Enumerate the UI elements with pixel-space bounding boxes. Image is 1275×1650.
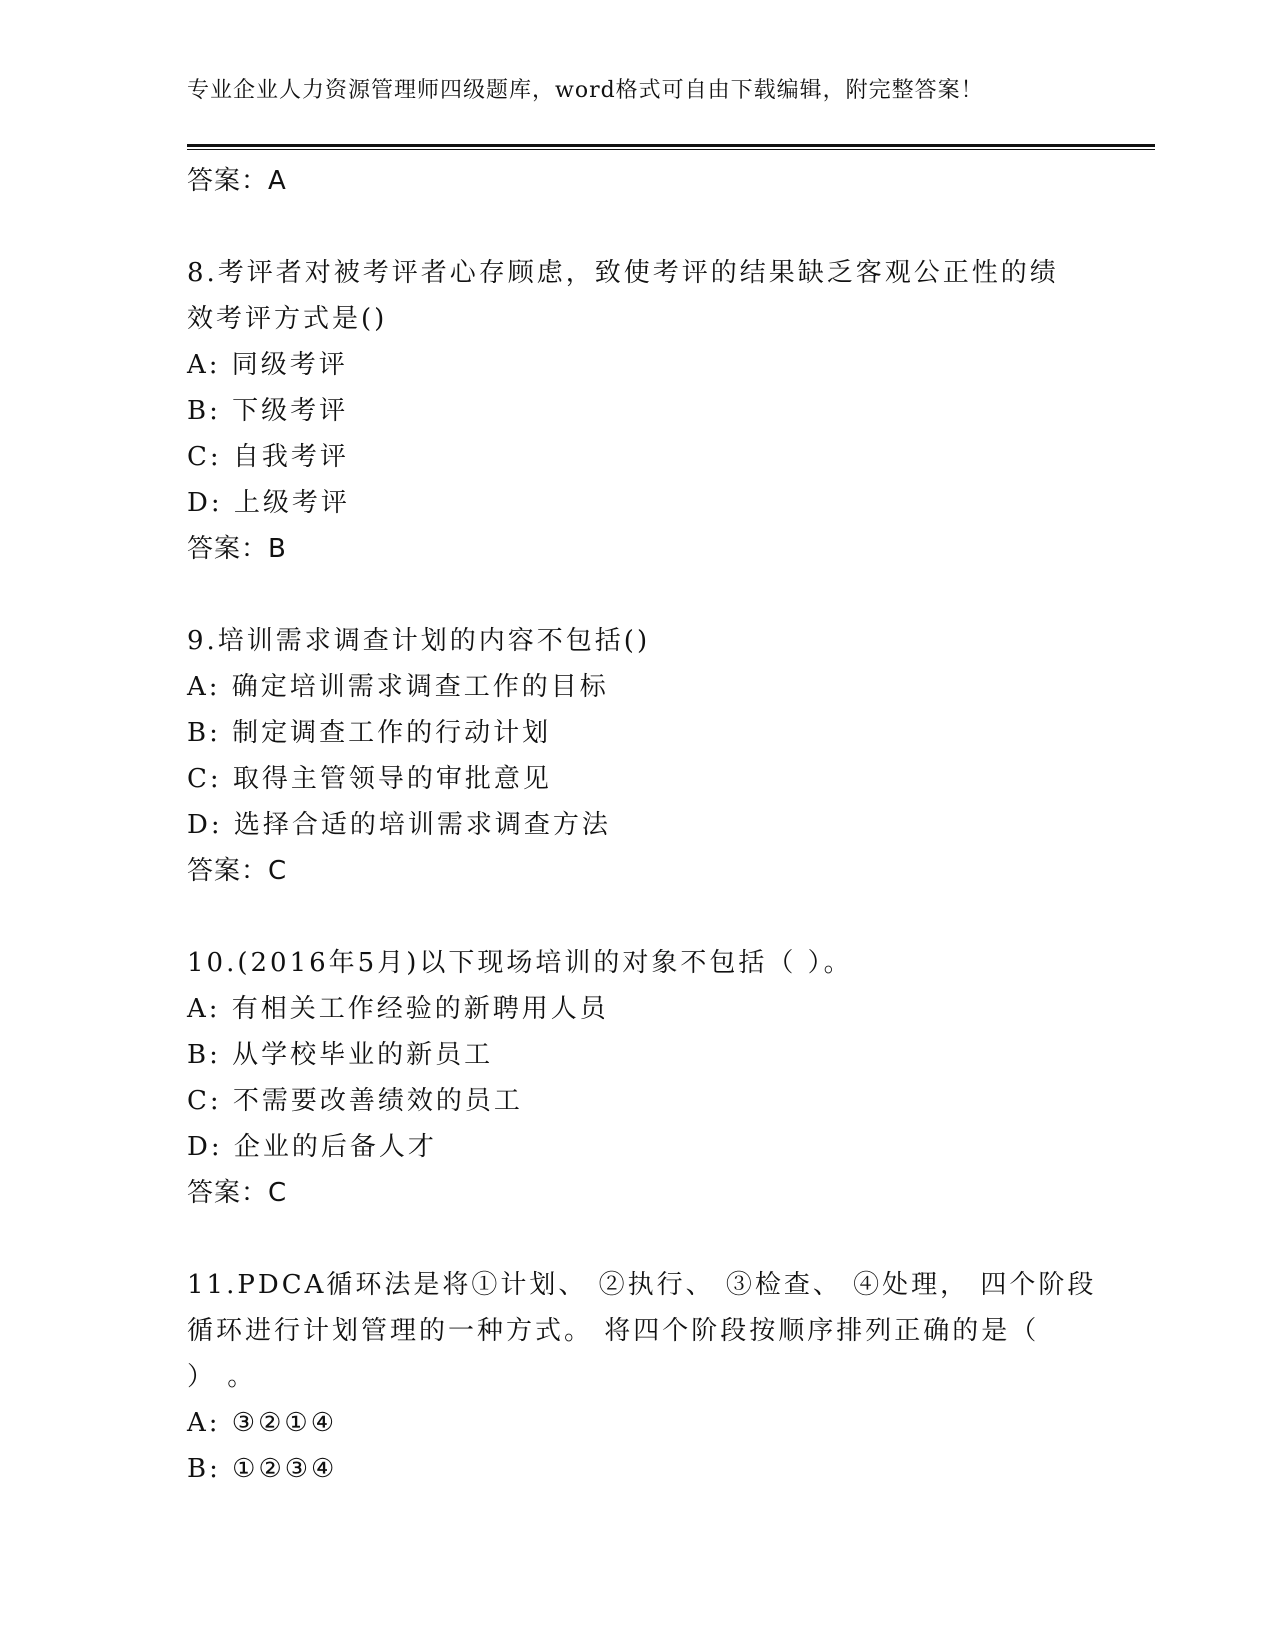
option-a: A: ③②①④ [187,1408,338,1438]
question-stem: 效考评方式是() [187,304,388,334]
question-stem: 10.(2016年5月)以下现场培训的对象不包括（ ）。 [187,948,853,978]
answer: 答案：C [187,1178,288,1208]
option-d: D: 上级考评 [187,488,350,518]
option-c: C: 自我考评 [187,442,349,472]
option-b: B: 制定调查工作的行动计划 [187,718,552,748]
option-b: B: 从学校毕业的新员工 [187,1040,494,1070]
question-stem: 8.考评者对被考评者心存顾虑，致使考评的结果缺乏客观公正性的绩 [187,258,1059,288]
option-d: D: 选择合适的培训需求调查方法 [187,810,611,840]
previous-answer: 答案：A [187,166,287,196]
header-rule-thin [187,149,1155,150]
spacer [187,572,1087,618]
option-d: D: 企业的后备人才 [187,1132,437,1162]
option-c: C: 不需要改善绩效的员工 [187,1086,523,1116]
spacer [187,204,1087,250]
option-b: B: ①②③④ [187,1454,338,1484]
question-stem: 9.培训需求调查计划的内容不包括() [187,626,651,656]
spacer [187,894,1087,940]
question-stem: 11.PDCA循环法是将①计划、 ②执行、 ③检查、 ④处理， 四个阶段 [187,1270,1097,1300]
option-c: C: 取得主管领导的审批意见 [187,764,552,794]
option-b: B: 下级考评 [187,396,349,426]
option-a: A: 有相关工作经验的新聘用人员 [187,994,609,1024]
header-rule [187,144,1155,147]
option-a: A: 同级考评 [187,350,348,380]
question-8 [187,250,1087,572]
answer: 答案：C [187,856,288,886]
question-9 [187,618,1087,894]
spacer [187,1216,1087,1262]
option-a: A: 确定培训需求调查工作的目标 [187,672,609,702]
question-10 [187,940,1087,1216]
question-11 [187,1262,1097,1492]
question-stem: ） 。 [187,1362,257,1392]
page-header: 专业企业人力资源管理师四级题库，word格式可自由下载编辑，附完整答案！ [187,78,984,103]
question-list [187,158,1097,1492]
answer: 答案：B [187,534,287,564]
question-stem: 循环进行计划管理的一种方式。 将四个阶段按顺序排列正确的是（ [187,1316,1040,1346]
